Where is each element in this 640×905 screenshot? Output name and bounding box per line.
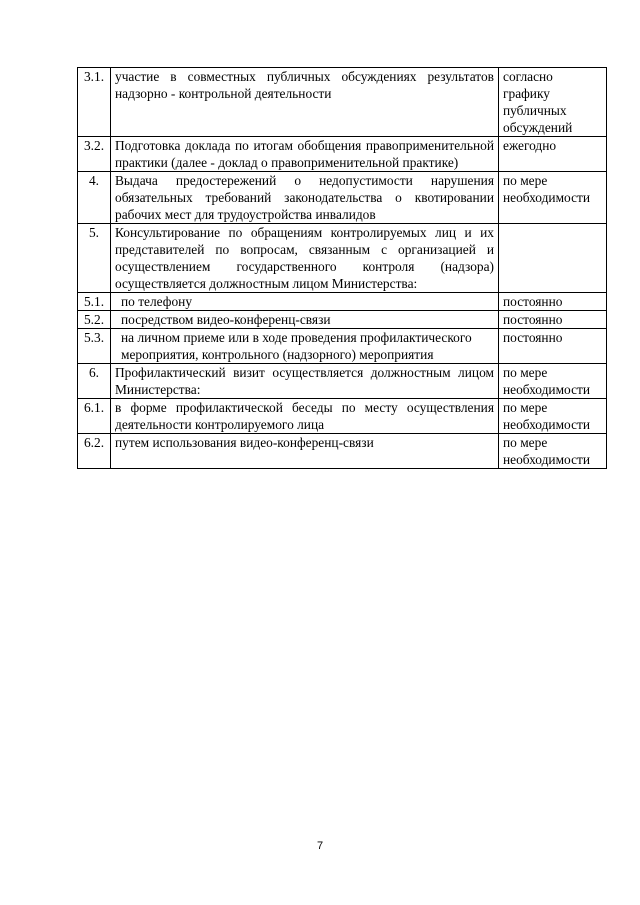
row-description: Консультирование по обращениям контролируемых лиц и их представителей по вопросам, связанным с организацией и осуществлением государственного контроля (надзора) осуществляется должностным лицом Министерства: <box>111 224 499 293</box>
row-term: ежегодно <box>499 137 607 172</box>
row-number: 3.1. <box>78 68 111 137</box>
row-description: участие в совместных публичных обсуждениях результатов надзорно - контрольной деятельности <box>111 68 499 137</box>
table-row <box>78 293 607 311</box>
measures-table-body <box>78 68 607 469</box>
table-row <box>78 329 607 364</box>
table-row <box>78 434 607 469</box>
table-row <box>78 364 607 399</box>
row-term: по мере необходимости <box>499 399 607 434</box>
row-number: 5.3. <box>78 329 111 364</box>
row-number: 6. <box>78 364 111 399</box>
row-term <box>499 224 607 293</box>
row-description: Выдача предостережений о недопустимости нарушения обязательных требований законодательства о квотировании рабочих мест для трудоустройства инвалидов <box>111 172 499 224</box>
table-row <box>78 311 607 329</box>
row-number: 6.2. <box>78 434 111 469</box>
page-number: 7 <box>316 840 324 852</box>
row-number: 3.2. <box>78 137 111 172</box>
row-term: постоянно <box>499 311 607 329</box>
row-description: в форме профилактической беседы по месту осуществления деятельности контролируемого лица <box>111 399 499 434</box>
row-description: на личном приеме или в ходе проведения профилактического мероприятия, контрольного (надзорного) мероприятия <box>111 329 499 364</box>
table-row <box>78 172 607 224</box>
table-row <box>78 399 607 434</box>
row-term: постоянно <box>499 293 607 311</box>
row-term: согласно графику публичных обсуждений <box>499 68 607 137</box>
row-term: по мере необходимости <box>499 364 607 399</box>
row-number: 6.1. <box>78 399 111 434</box>
row-number: 4. <box>78 172 111 224</box>
row-term: по мере необходимости <box>499 434 607 469</box>
row-description: по телефону <box>111 293 499 311</box>
table-row <box>78 137 607 172</box>
row-number: 5. <box>78 224 111 293</box>
row-description: Профилактический визит осуществляется должностным лицом Министерства: <box>111 364 499 399</box>
row-description: Подготовка доклада по итогам обобщения правоприменительной практики (далее - доклад о правоприменительной практике) <box>111 137 499 172</box>
measures-table <box>77 67 607 469</box>
row-description: путем использования видео-конференц-связи <box>111 434 499 469</box>
row-number: 5.1. <box>78 293 111 311</box>
row-term: по мере необходимости <box>499 172 607 224</box>
row-term: постоянно <box>499 329 607 364</box>
table-row <box>78 224 607 293</box>
row-description: посредством видео-конференц-связи <box>111 311 499 329</box>
table-row <box>78 68 607 137</box>
row-number: 5.2. <box>78 311 111 329</box>
